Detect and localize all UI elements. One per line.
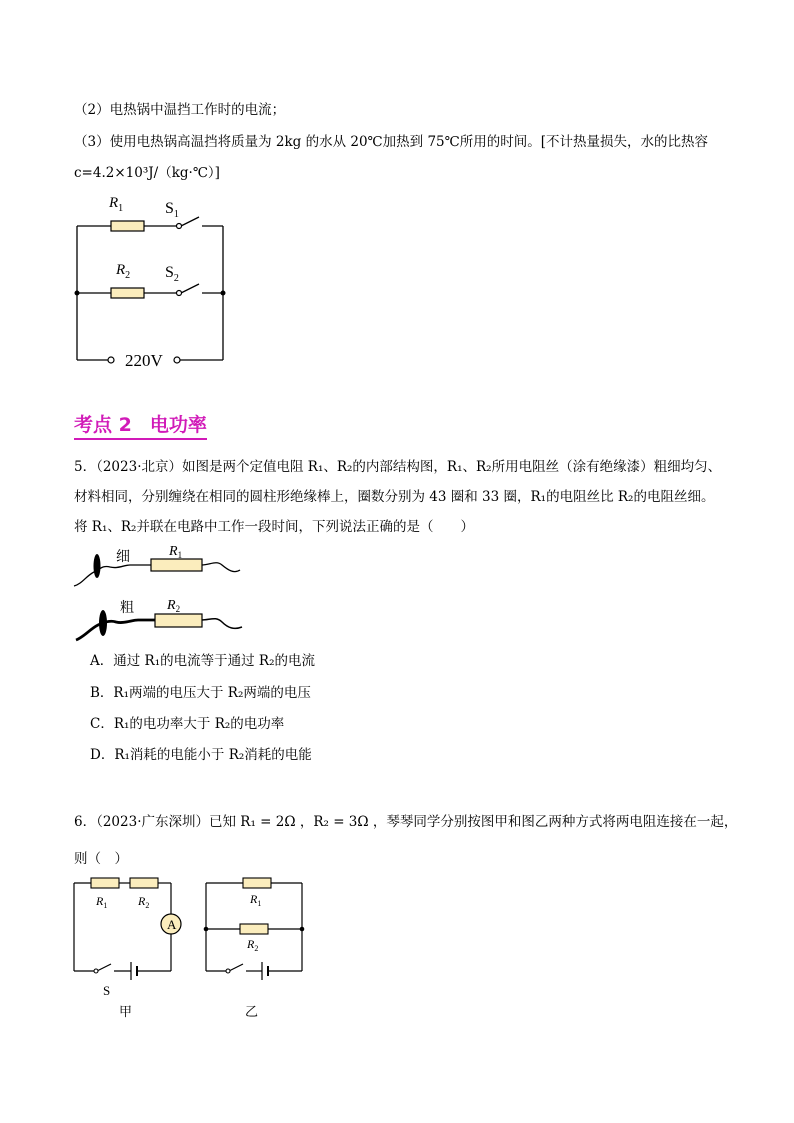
resistor-r2-body (155, 614, 202, 627)
q5-option-b: B．R₁两端的电压大于 R₂两端的电压 (90, 685, 311, 701)
svg-text:R1 (249, 892, 261, 908)
fig-r1-sub: 1 (177, 550, 183, 560)
q5-option-d: D．R₁消耗的电能小于 R₂消耗的电能 (90, 747, 312, 763)
fig-r2-label: R (167, 598, 176, 613)
yi-resistor-r1 (243, 878, 271, 888)
svg-text:R2 (166, 598, 180, 614)
yi-switch-contact (226, 969, 230, 973)
q5-line-2: 材料相同，分别缠绕在相同的圆柱形绝缘棒上，圈数分别为 43 圈和 33 圈，R₁的电阻丝比 R₂的电阻丝细。 (74, 489, 715, 505)
q5-line-3: 将 R₁、R₂并联在电路中工作一段时间，下列说法正确的是（ ） (74, 519, 474, 535)
svg-text:R1 (108, 195, 123, 214)
yi-r2-sub: 2 (254, 944, 259, 953)
label-s1-sub: 1 (173, 209, 179, 220)
jia-r1-sub: 1 (103, 901, 108, 910)
label-s2-sub: 2 (173, 273, 179, 284)
resistor-r1-body (151, 559, 202, 571)
jia-resistor-r2 (130, 878, 158, 888)
q4-item-2: （2）电热锅中温挡工作时的电流； (74, 102, 286, 118)
label-r1: R (109, 195, 119, 211)
q6-line-1: 6．（2023·广东深圳）已知 R₁ = 2Ω ，R₂ = 3Ω ，琴琴同学分别按图甲和图乙两种方式将两电阻连接在一起， (74, 814, 738, 830)
label-thick: 粗 (120, 601, 134, 616)
junction-left (75, 291, 80, 296)
yi-junction-left (204, 927, 209, 932)
label-r2-sub: 2 (125, 270, 131, 281)
label-voltage: 220V (125, 351, 163, 370)
yi-r1-sub: 1 (257, 899, 262, 908)
label-s2: S (165, 264, 174, 281)
junction-right (221, 291, 226, 296)
jia-switch-label: S (103, 983, 111, 998)
svg-text:R2 (115, 262, 130, 281)
yi-resistor-r2 (240, 924, 268, 934)
q5-option-a: A．通过 R₁的电流等于通过 R₂的电流 (90, 653, 315, 669)
terminal-right (174, 357, 180, 363)
jia-r2-label: R (138, 894, 146, 908)
q5-resistor-structure-figure (70, 540, 250, 640)
q4-circuit-diagram (66, 190, 266, 370)
jia-r1-label: R (96, 894, 104, 908)
q4-item-3: （3）使用电热锅高温挡将质量为 2kg 的水从 20℃加热到 75℃所用的时间。[不计热量损失，水的比热容 (74, 134, 708, 150)
fig-r2-sub: 2 (175, 604, 181, 614)
svg-text:R2 (246, 937, 258, 953)
thin-wire-end (94, 554, 101, 578)
label-r2: R (116, 262, 126, 278)
jia-r2-sub: 2 (145, 901, 150, 910)
section-heading (74, 413, 207, 440)
jia-resistor-r1 (91, 878, 119, 888)
label-thin: 细 (116, 550, 130, 565)
q6-line-2: 则（ ） (74, 851, 128, 867)
yi-caption: 乙 (245, 1004, 259, 1019)
yi-r2-label: R (247, 937, 255, 951)
jia-caption: 甲 (119, 1004, 133, 1019)
q5-line-1: 5．（2023·北京）如图是两个定值电阻 R₁、R₂的内部结构图，R₁、R₂所用电阻丝（涂有绝缘漆）粗细均匀、 (74, 459, 722, 475)
resistor-r2 (111, 288, 144, 298)
svg-text:S2 (165, 264, 179, 284)
q5-option-c: C．R₁的电功率大于 R₂的电功率 (90, 716, 285, 732)
terminal-left (108, 357, 114, 363)
svg-text:S1 (165, 200, 179, 220)
jia-ammeter-label: A (167, 917, 177, 932)
section-label: 考点 2 (74, 414, 132, 436)
svg-text:R1 (168, 544, 182, 560)
switch-s2-contact (177, 291, 182, 296)
q4-item-3-cont: c=4.2×10³J/（kg·℃）] (74, 165, 220, 181)
svg-text:R2 (137, 894, 149, 910)
thick-wire-end (99, 610, 107, 636)
yi-junction-right (300, 927, 305, 932)
svg-text:R1 (95, 894, 107, 910)
label-r1-sub: 1 (118, 203, 124, 214)
q6-circuit-jia (66, 872, 186, 1022)
q6-circuit-yi (198, 872, 318, 1022)
switch-s1-contact (177, 224, 182, 229)
fig-r1-label: R (169, 544, 178, 559)
section-title: 电功率 (149, 414, 207, 436)
jia-switch-contact (94, 969, 98, 973)
yi-r1-label: R (250, 892, 258, 906)
resistor-r1 (111, 221, 144, 231)
label-s1: S (165, 200, 174, 217)
